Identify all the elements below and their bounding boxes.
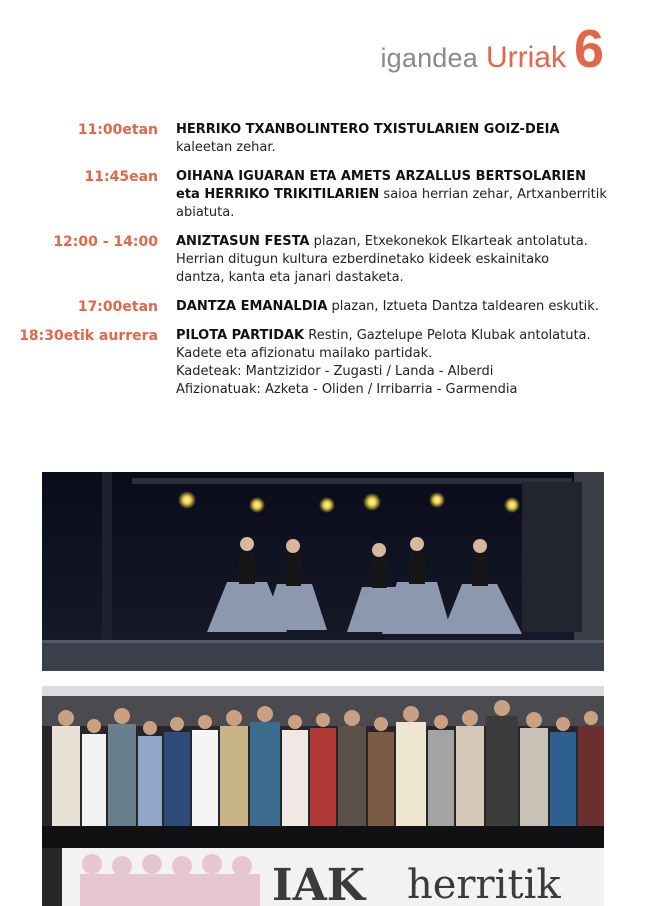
event-text: Kadete eta afizionatu mailako partidak. [176, 346, 433, 361]
weekday: igandea [380, 43, 478, 73]
event-item [0, 327, 648, 399]
event-title: PILOTA PARTIDAK [176, 328, 305, 343]
event-description [176, 121, 616, 157]
event-description [176, 298, 616, 316]
event-time: 12:00 - 14:00 [53, 234, 158, 250]
event-description [176, 168, 616, 222]
day-number: 6 [573, 19, 604, 79]
event-text: Restin, Gaztelupe Pelota Klubak antolatuta. [304, 328, 591, 343]
banner-text: herritik [407, 862, 561, 906]
date-header [380, 19, 604, 79]
event-text: Afizionatuak: Azketa - Oliden / Irribarria - Garmendia [176, 382, 518, 397]
event-title: OIHANA IGUARAN ETA AMETS ARZALLUS BERTSOLARIEN [176, 169, 587, 184]
event-time: 11:00etan [77, 122, 158, 138]
event-text: Kadeteak: Mantzizidor - Zugasti / Landa - Alberdi [176, 364, 494, 379]
event-title: DANTZA EMANALDIA [176, 299, 328, 314]
event-item [0, 168, 648, 222]
event-time: 18:30etik aurrera [19, 328, 158, 344]
event-title: ANIZTASUN FESTA [176, 234, 310, 249]
event-text: plazan, Etxekonekok Elkarteak antolatuta. [309, 234, 588, 249]
event-item [0, 121, 648, 157]
event-text: dantza, kanta eta janari dastaketa. [176, 270, 404, 285]
svg-text:IAK: IAK [272, 860, 365, 906]
event-item [0, 298, 648, 316]
event-text: plazan, Iztueta Dantza taldearen eskutik. [327, 299, 599, 314]
event-text: abiatuta. [176, 205, 235, 220]
event-title: HERRIKO TXANBOLINTERO TXISTULARIEN GOIZ-DEIA [176, 122, 560, 137]
event-description [176, 233, 616, 287]
month: Urriak [485, 41, 566, 74]
event-text: kaleetan zehar. [176, 140, 276, 155]
event-title-cont: eta HERRIKO TRIKITILARIEN [176, 187, 380, 202]
dance-stage-photo [42, 472, 604, 671]
event-text: saioa herrian zehar, Artxanberritik [379, 187, 607, 202]
schedule [0, 121, 648, 410]
group-stage-photo [42, 686, 604, 906]
event-time: 11:45ean [84, 169, 158, 185]
event-time: 17:00etan [77, 299, 158, 315]
event-description [176, 327, 616, 399]
event-item [0, 233, 648, 287]
event-text: Herrian ditugun kultura ezberdinetako kideek eskainitako [176, 252, 550, 267]
